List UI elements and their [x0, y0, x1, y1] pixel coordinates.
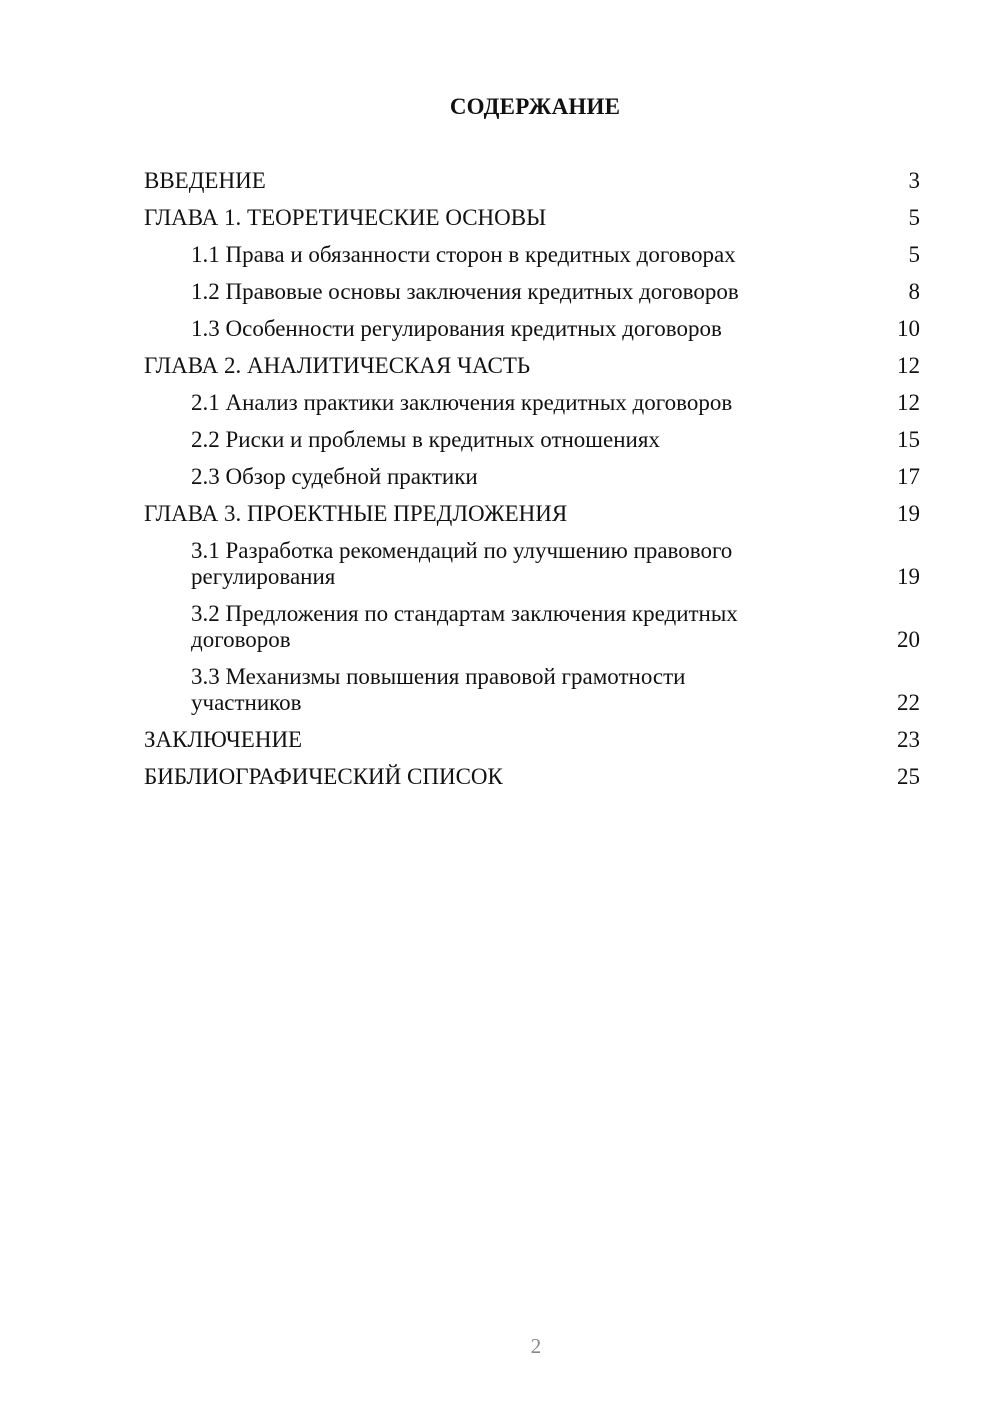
- toc-entry-page: 19: [897, 501, 920, 526]
- toc-entry: [144, 727, 920, 753]
- toc-entry: [144, 764, 920, 790]
- toc-entry-label: 3.3 Механизмы повышения правовой грамотности участников: [191, 664, 686, 715]
- toc-entry-page: 23: [897, 727, 920, 752]
- toc-entry-label: ЗАКЛЮЧЕНИЕ: [144, 727, 303, 752]
- toc-entry-page: 12: [897, 390, 920, 415]
- toc-entry-page: 20: [897, 627, 920, 652]
- toc-entry-page: 15: [897, 427, 920, 452]
- toc-entry-label: 3.2 Предложения по стандартам заключения кредитных договоров: [191, 601, 738, 652]
- toc-entry-page: 19: [897, 564, 920, 589]
- toc-entry-label: 2.3 Обзор судебной практики: [191, 464, 478, 489]
- toc-entry: [144, 601, 920, 653]
- toc-entry-page: 3: [908, 168, 920, 193]
- toc-entry: [144, 664, 920, 716]
- toc-entry: [144, 316, 920, 342]
- toc-entry-label: ГЛАВА 1. ТЕОРЕТИЧЕСКИЕ ОСНОВЫ: [144, 205, 547, 230]
- toc-entry-page: 5: [908, 242, 920, 267]
- toc-entry-label: ВВЕДЕНИЕ: [144, 168, 266, 193]
- toc-entry-page: 10: [897, 316, 920, 341]
- toc-entry-label: 1.2 Правовые основы заключения кредитных договоров: [191, 279, 739, 304]
- toc-entry-label: ГЛАВА 2. АНАЛИТИЧЕСКАЯ ЧАСТЬ: [144, 353, 531, 378]
- page-title: СОДЕРЖАНИЕ: [449, 94, 621, 119]
- toc-entry: [144, 464, 920, 490]
- toc-entry-label: 3.1 Разработка рекомендаций по улучшению правового регулирования: [191, 538, 733, 589]
- toc-entry-label: 1.1 Права и обязанности сторон в кредитных договорах: [191, 242, 736, 267]
- toc-entry-label: БИБЛИОГРАФИЧЕСКИЙ СПИСОК: [144, 764, 503, 789]
- toc-entry-label: 2.1 Анализ практики заключения кредитных договоров: [191, 390, 733, 415]
- toc-entry-page: 8: [908, 279, 920, 304]
- toc-entry: [144, 353, 920, 379]
- toc-entry: [144, 168, 920, 194]
- toc-entry-page: 25: [897, 764, 920, 789]
- toc-entry: [144, 538, 920, 590]
- toc-entry: [144, 242, 920, 268]
- toc-entry-page: 22: [897, 690, 920, 715]
- toc-entry: [144, 501, 920, 527]
- toc-entry-page: 12: [897, 353, 920, 378]
- toc-entry: [144, 427, 920, 453]
- toc-entry-label: 1.3 Особенности регулирования кредитных договоров: [191, 316, 722, 341]
- table-of-contents: [144, 168, 920, 801]
- toc-entry: [144, 279, 920, 305]
- page-number: 2: [530, 1334, 542, 1358]
- toc-entry-page: 5: [908, 205, 920, 230]
- toc-entry: [144, 205, 920, 231]
- toc-entry-label: 2.2 Риски и проблемы в кредитных отношениях: [191, 427, 660, 452]
- toc-entry: [144, 390, 920, 416]
- toc-entry-page: 17: [897, 464, 920, 489]
- toc-entry-label: ГЛАВА 3. ПРОЕКТНЫЕ ПРЕДЛОЖЕНИЯ: [144, 501, 568, 526]
